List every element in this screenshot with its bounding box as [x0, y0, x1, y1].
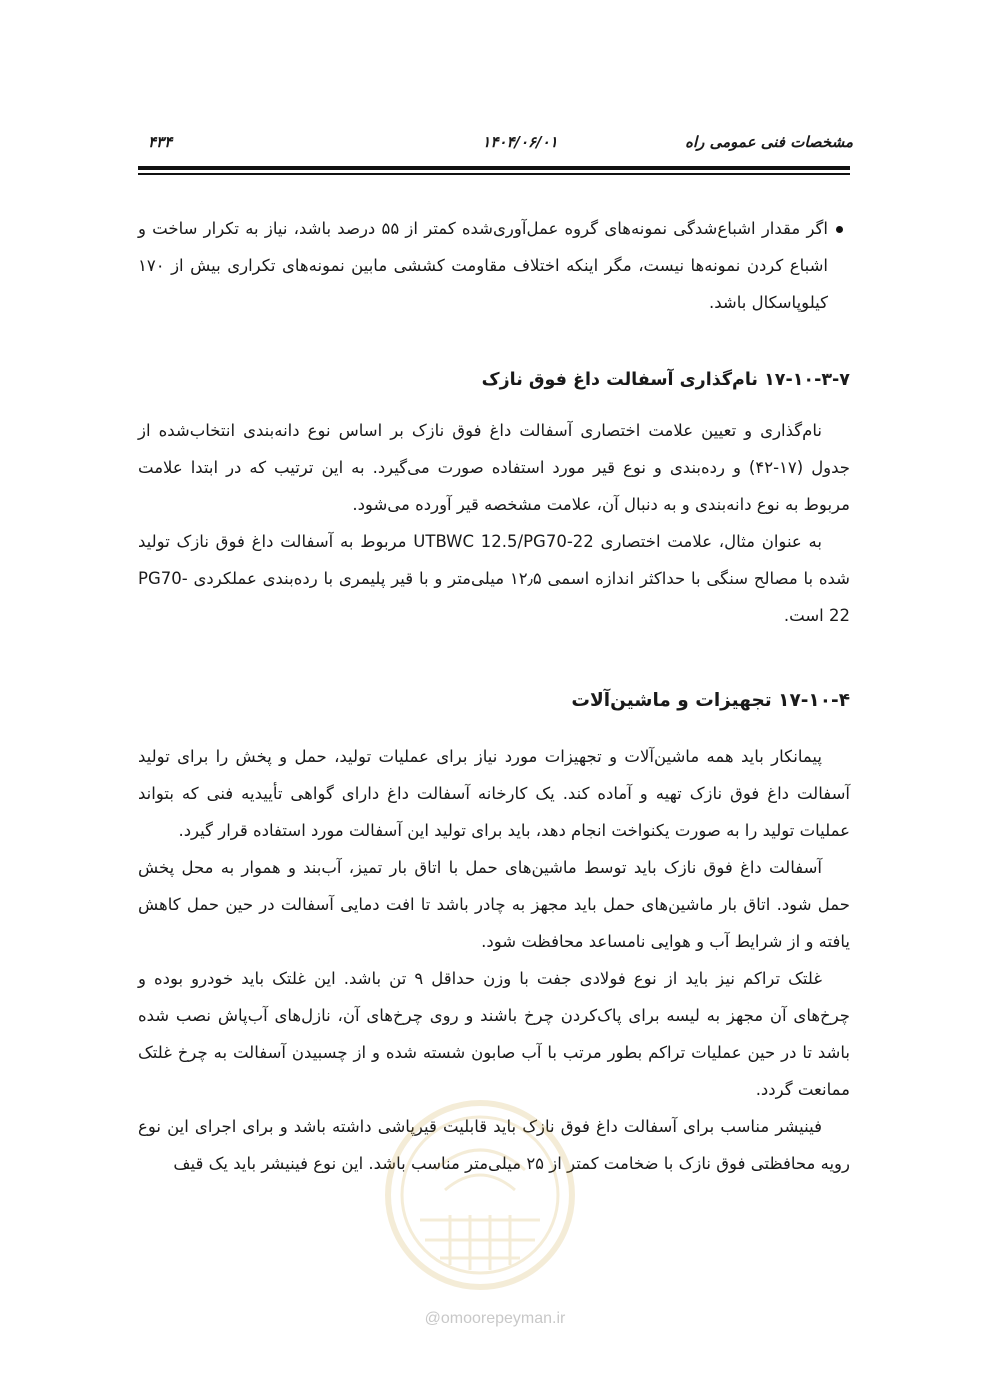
- paragraph: پیمانکار باید همه ماشین‌آلات و تجهیزات مورد نیاز برای عملیات تولید، حمل و پخش را برای تولید آسفالت داغ فوق نازک تهیه و آماده کند. یک کارخانه آسفالت داغ دارای گواهی تأییدیه فنی که بتواند عملیات تولید را به صورت یکنواخت انجام دهد، باید برای تولید این آسفالت مورد استفاده قرار گیرد.: [138, 747, 850, 840]
- paragraph: نام‌گذاری و تعیین علامت اختصاری آسفالت داغ فوق نازک بر اساس نوع دانه‌بندی انتخاب‌شده از جدول (۱۷-۴۲) و رده‌بندی و نوع قیر مورد استفاده صورت می‌گیرد. به این ترتیب که در ابتدا علامت مربوط به نوع دانه‌بندی و به دنبال آن، علامت مشخصه قیر آورده می‌شود.: [138, 421, 851, 514]
- bullet-paragraph: اگر مقدار اشباع‌شدگی نمونه‌های گروه عمل‌آوری‌شده کمتر از ۵۵ درصد باشد، نیاز به تکرار ساخت و اشباع کردن نمونه‌ها نیست، مگر اینکه اختلاف مقاومت کششی مابین نمونه‌های تکراری بیش از ۱۷۰ کیلوپاسکال باشد.: [138, 219, 828, 312]
- header-date: ۱۴۰۴/۰۶/۰۱: [482, 133, 558, 151]
- header-rule-thick: [138, 166, 850, 170]
- paragraph: فینیشر مناسب برای آسفالت داغ فوق نازک باید قابلیت قیرپاشی داشته باشد و برای اجرای این نوع رویه محافظتی فوق نازک با ضخامت کمتر از ۲۵ میلی‌متر مناسب باشد. این نوع فینیشر باید یک قیف: [138, 1117, 850, 1173]
- paragraph: غلتک تراکم نیز باید از نوع فولادی جفت با وزن حداقل ۹ تن باشد. این غلتک باید خودرو بوده و چرخ‌های آن مجهز به لیسه برای پاک‌کردن چرخ باشند و روی چرخ‌های آن، نازل‌های آب‌پاش نصب شده باشد تا در حین عملیات تراکم بطور مرتب با آب صابون شسته شده و از چسبیدن آسفالت به چرخ غلتک ممانعت گردد.: [138, 969, 850, 1099]
- page-number: ۴۳۴: [148, 133, 173, 151]
- header-rule-thin: [138, 173, 850, 175]
- bullet-icon: [836, 226, 843, 233]
- watermark-url: @omoorepeyman.ir: [424, 1310, 566, 1327]
- section-17-10-3-7-body: [138, 412, 850, 634]
- section-heading-17-10-3-7: ۱۷-۱۰-۳-۷ نام‌گذاری آسفالت داغ فوق نازک: [481, 370, 850, 390]
- paragraph: به عنوان مثال، علامت اختصاری UTBWC 12.5/PG70-22 مربوط به آسفالت داغ فوق نازک تولید شده با مصالح سنگی با حداکثر اندازه اسمی ۱۲٫۵ میلی‌متر و با قیر پلیمری با رده‌بندی عملکردی PG70-22 است.: [138, 532, 850, 625]
- section-heading-17-10-4: ۱۷-۱۰-۴ تجهیزات و ماشین‌آلات: [571, 690, 850, 711]
- paragraph: آسفالت داغ فوق نازک باید توسط ماشین‌های حمل با اتاق بار تمیز، آب‌بند و هموار به محل پخش حمل شود. اتاق بار ماشین‌های حمل باید مجهز به چادر باشد تا افت دمایی آسفالت در حین حمل کاهش یافته و از شرایط آب و هوایی نامساعد محافظت شود.: [138, 858, 850, 951]
- watermark-logo-icon: [380, 1090, 580, 1300]
- header-title: مشخصات فنی عمومی راه: [685, 133, 853, 151]
